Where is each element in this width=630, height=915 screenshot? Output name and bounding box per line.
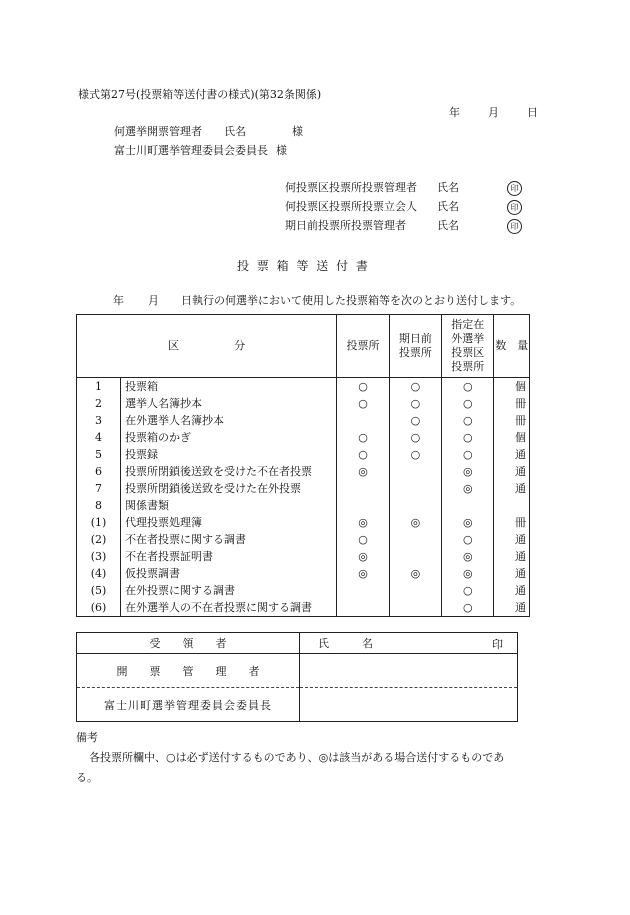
name-seal-header: [300, 633, 518, 654]
row-item-name: 関係書類: [121, 497, 337, 514]
addressee-title: 富士川町選挙管理委員会委員長: [114, 144, 268, 157]
row-number: (5): [77, 582, 121, 599]
intro-line: [113, 292, 521, 308]
row-number: 5: [77, 446, 121, 463]
row-number: (3): [77, 548, 121, 565]
sender-name-label: 氏名: [437, 200, 459, 213]
seal-icon: 印: [507, 181, 522, 196]
row-number: (6): [77, 599, 121, 617]
row-unit: 通: [494, 446, 530, 463]
early-voting-mark: ○: [389, 395, 441, 412]
quantity-header: 数 量: [494, 315, 530, 378]
table-row: [77, 514, 530, 531]
seal-icon: 印: [507, 219, 522, 234]
date-day-label: 日: [527, 106, 538, 119]
table-row: [77, 497, 530, 514]
overseas-station-mark: ◎: [442, 514, 494, 531]
table-row: [77, 531, 530, 548]
row-number: 7: [77, 480, 121, 497]
table-row: [77, 395, 530, 412]
row-number: 2: [77, 395, 121, 412]
overseas-station-mark: ◎: [442, 565, 494, 582]
seal-icon: 印: [507, 200, 522, 215]
row-item-name: 投票所閉鎖後送致を受けた不在者投票: [121, 463, 337, 480]
row-unit: 個: [494, 429, 530, 446]
addressee-honorific: 様: [292, 125, 303, 138]
overseas-station-mark: ○: [442, 429, 494, 446]
row-item-name: 在外選挙人名簿抄本: [121, 412, 337, 429]
row-number: 4: [77, 429, 121, 446]
table-row: [77, 378, 530, 396]
row-number: (2): [77, 531, 121, 548]
notes-line-2: る。: [76, 771, 98, 784]
table-row: [77, 565, 530, 582]
table-row: [77, 582, 530, 599]
early-voting-mark: ○: [389, 446, 441, 463]
early-voting-mark: [389, 582, 441, 599]
receiver-role: 富士川町選挙管理委員会委員長: [77, 688, 300, 722]
early-voting-mark: ○: [389, 429, 441, 446]
overseas-station-mark: ◎: [442, 463, 494, 480]
date-year-label: 年: [449, 106, 460, 119]
early-voting-mark: [389, 548, 441, 565]
signature-field: [300, 654, 518, 688]
overseas-station-header: 指定在 外選挙 投票区 投票所: [442, 315, 494, 378]
table-row: [77, 463, 530, 480]
early-voting-mark: [389, 531, 441, 548]
receipt-row: [77, 654, 518, 688]
addressee-1: [114, 123, 303, 139]
early-voting-mark: [389, 480, 441, 497]
table-header-row: [77, 315, 530, 378]
overseas-station-mark: ○: [442, 582, 494, 599]
polling-station-mark: [337, 480, 389, 497]
row-unit: 通: [494, 565, 530, 582]
row-item-name: 不在者投票に関する調書: [121, 531, 337, 548]
polling-station-mark: ◎: [337, 565, 389, 582]
receipt-table: [76, 632, 518, 722]
sender-name-label: 氏名: [437, 219, 459, 232]
receipt-row: [77, 688, 518, 722]
polling-station-mark: [337, 412, 389, 429]
row-unit: 冊: [494, 395, 530, 412]
row-unit: 冊: [494, 412, 530, 429]
polling-station-mark: [337, 497, 389, 514]
items-table: [76, 314, 530, 617]
polling-station-mark: [337, 582, 389, 599]
row-unit: 通: [494, 480, 530, 497]
early-voting-mark: [389, 599, 441, 617]
early-voting-mark: ◎: [389, 565, 441, 582]
table-row: [77, 429, 530, 446]
row-item-name: 投票箱: [121, 378, 337, 396]
table-row: [77, 548, 530, 565]
form-title: 様式第27号(投票箱等送付書の様式)(第32条関係): [78, 88, 322, 101]
polling-station-mark: ○: [337, 446, 389, 463]
date-line: [449, 104, 538, 120]
row-item-name: 選挙人名簿抄本: [121, 395, 337, 412]
addressee-honorific: 様: [276, 144, 287, 157]
name-header: 氏 名: [318, 637, 373, 650]
addressee-title: 何選挙開票管理者: [114, 125, 202, 138]
overseas-station-mark: [442, 497, 494, 514]
row-unit: 個: [494, 378, 530, 396]
sender-3: [285, 217, 522, 234]
row-unit: 通: [494, 548, 530, 565]
table-row: [77, 446, 530, 463]
sender-title: 何投票区投票所投票管理者: [285, 181, 417, 194]
intro-text: 日執行の何選挙において使用した投票箱等を次のとおり送付します。: [181, 294, 522, 307]
notes-heading: 備考: [76, 731, 98, 744]
addressee-2: [114, 142, 287, 158]
table-row: [77, 599, 530, 617]
sender-title: 期日前投票所投票管理者: [285, 219, 406, 232]
receipt-header-row: [77, 633, 518, 654]
overseas-station-mark: ○: [442, 446, 494, 463]
row-unit: 冊: [494, 514, 530, 531]
sender-1: [285, 179, 522, 196]
row-unit: 通: [494, 531, 530, 548]
early-voting-header: 期日前 投票所: [389, 315, 441, 378]
polling-station-mark: ○: [337, 531, 389, 548]
sender-title: 何投票区投票所投票立会人: [285, 200, 417, 213]
sender-name-label: 氏名: [437, 181, 459, 194]
category-header: 区 分: [77, 315, 337, 378]
overseas-station-mark: ◎: [442, 480, 494, 497]
row-item-name: 在外選挙人の不在者投票に関する調書: [121, 599, 337, 617]
row-number: (4): [77, 565, 121, 582]
early-voting-mark: ○: [389, 378, 441, 396]
row-item-name: 投票箱のかぎ: [121, 429, 337, 446]
addressee-name-label: 氏名: [224, 125, 246, 138]
table-row: [77, 412, 530, 429]
polling-station-mark: ◎: [337, 514, 389, 531]
sender-2: [285, 198, 522, 215]
row-unit: 通: [494, 463, 530, 480]
polling-station-mark: ○: [337, 378, 389, 396]
row-number: 1: [77, 378, 121, 396]
document-heading: 投 票 箱 等 送 付 書: [237, 259, 370, 273]
overseas-station-mark: ○: [442, 378, 494, 396]
notes-line-1: 各投票所欄中、○は必ず送付するものであり、◎は該当がある場合送付するものであ: [89, 751, 505, 764]
overseas-station-mark: ○: [442, 412, 494, 429]
polling-station-mark: [337, 599, 389, 617]
seal-header: 印: [492, 638, 503, 651]
row-number: 6: [77, 463, 121, 480]
polling-station-mark: ◎: [337, 548, 389, 565]
row-item-name: 投票所閉鎖後送致を受けた在外投票: [121, 480, 337, 497]
intro-month: 月: [148, 294, 159, 307]
early-voting-mark: [389, 463, 441, 480]
overseas-station-mark: ○: [442, 531, 494, 548]
polling-station-header: 投票所: [337, 315, 389, 378]
overseas-station-mark: ○: [442, 599, 494, 617]
row-number: (1): [77, 514, 121, 531]
polling-station-mark: ◎: [337, 463, 389, 480]
row-unit: 通: [494, 599, 530, 617]
row-item-name: 在外投票に関する調書: [121, 582, 337, 599]
polling-station-mark: ○: [337, 395, 389, 412]
signature-field: [300, 688, 518, 722]
intro-year: 年: [113, 294, 124, 307]
polling-station-mark: ○: [337, 429, 389, 446]
table-body: [77, 378, 530, 617]
row-item-name: 仮投票調書: [121, 565, 337, 582]
overseas-station-mark: ○: [442, 395, 494, 412]
early-voting-mark: [389, 497, 441, 514]
table-row: [77, 480, 530, 497]
early-voting-mark: ○: [389, 412, 441, 429]
receiver-role: 開 票 管 理 者: [77, 654, 300, 688]
receiver-header: 受 領 者: [77, 633, 300, 654]
row-item-name: 代理投票処理簿: [121, 514, 337, 531]
date-month-label: 月: [488, 106, 499, 119]
overseas-station-mark: ◎: [442, 548, 494, 565]
row-unit: 通: [494, 582, 530, 599]
row-number: 8: [77, 497, 121, 514]
row-unit: [494, 497, 530, 514]
row-item-name: 不在者投票証明書: [121, 548, 337, 565]
early-voting-mark: ◎: [389, 514, 441, 531]
row-number: 3: [77, 412, 121, 429]
row-item-name: 投票録: [121, 446, 337, 463]
